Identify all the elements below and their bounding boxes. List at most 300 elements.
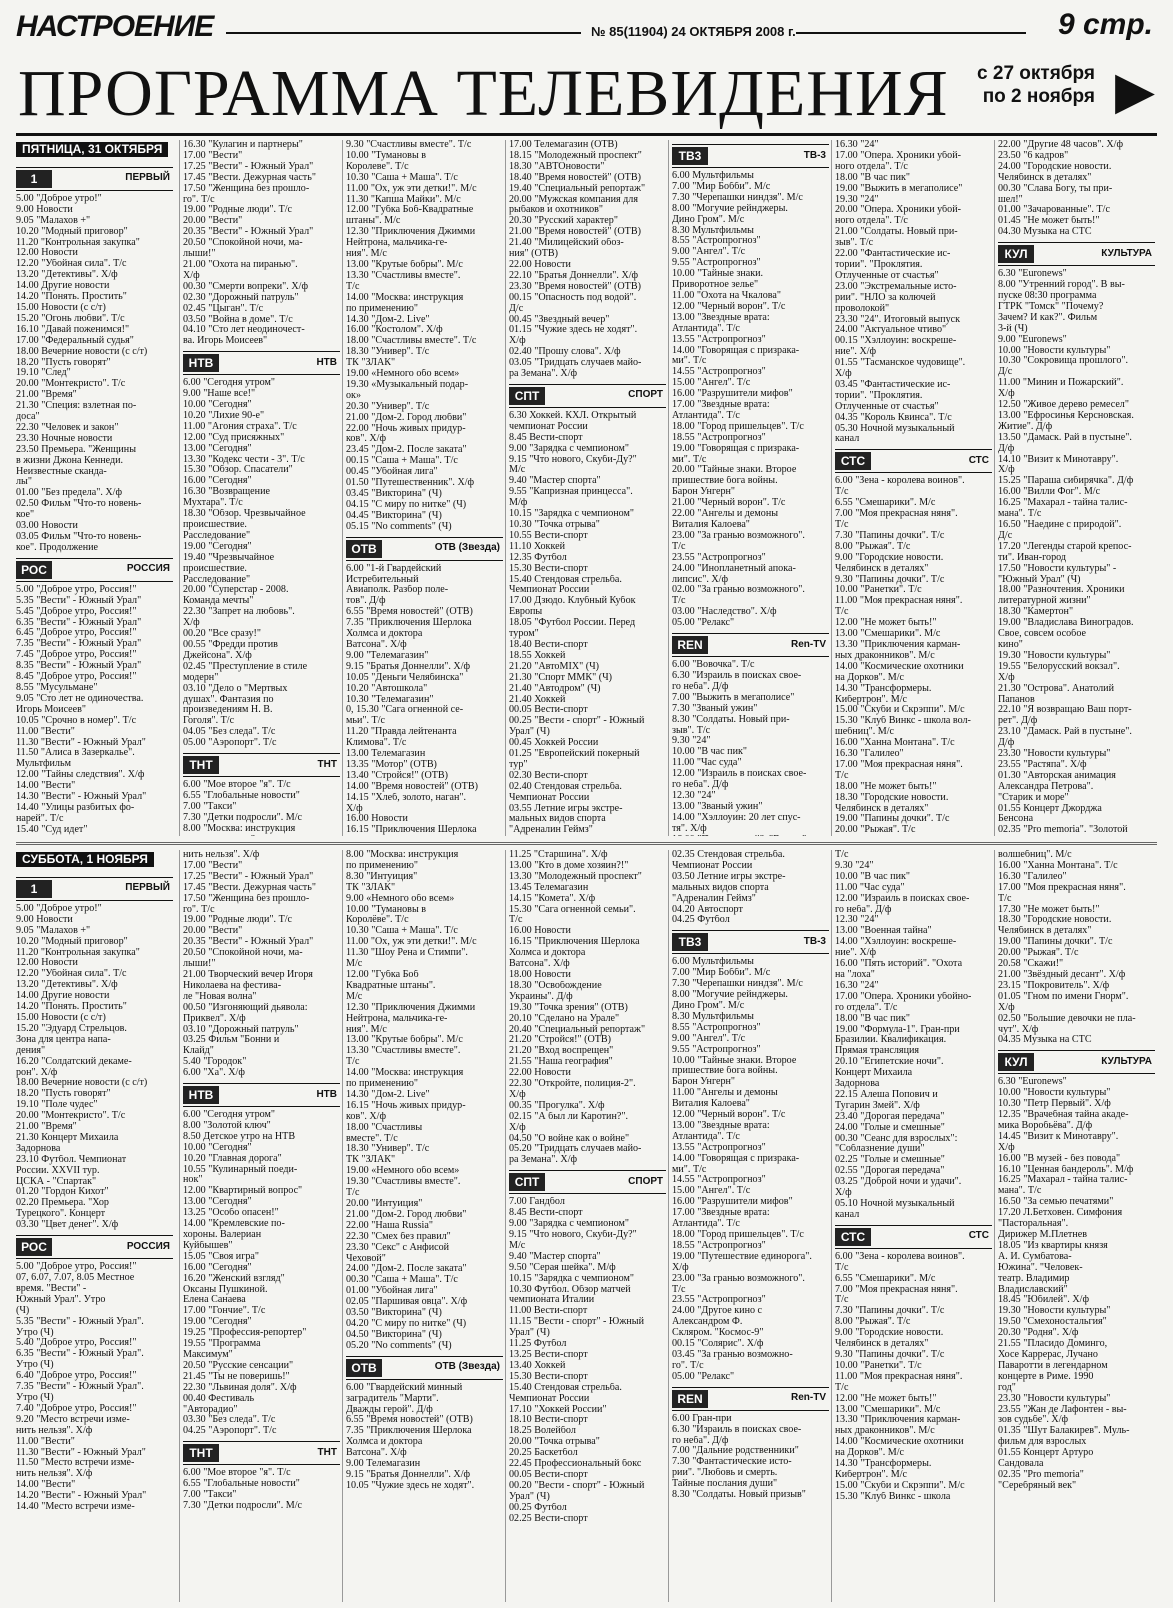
program-listing: 15.30 "Сага огненной семьи".: [509, 904, 636, 915]
program-listing: 10.00 "Новости культуры": [998, 1088, 1111, 1099]
program-listing: 6.30 Хоккей. КХЛ. Открытый: [509, 410, 637, 421]
program-listing: Александра Петрова".: [998, 781, 1094, 792]
program-listing: 18.55 Хоккей: [509, 650, 566, 661]
program-listing: рыбаков и охотников": [509, 205, 604, 216]
program-listing: 20.30 "Родня". Х/ф: [998, 1328, 1079, 1339]
program-listing: 22.45 Профессиональный бокс: [509, 1459, 642, 1470]
program-listing: 03.05 "Тридцать случаев майо-: [509, 358, 642, 369]
program-listing: 12.30 "24": [835, 915, 879, 926]
program-listing: Т/с: [835, 1295, 849, 1306]
program-listing: время. "Вести" -: [16, 1283, 87, 1294]
program-listing: хороны. Валериан: [183, 1230, 262, 1240]
program-listing: 8.55 "Астропрогноз": [672, 236, 761, 247]
program-listing: Елена Санаева: [183, 1295, 246, 1306]
program-listing: 17.00 "Вести": [183, 860, 243, 871]
program-listing: 00.25 Футбол: [509, 1502, 567, 1513]
program-listing: 19.55 "Программа: [183, 1339, 261, 1350]
program-listing: 9.30 "Папины дочки". Т/с: [835, 574, 945, 585]
program-listing: произведениям Н. В.: [183, 705, 273, 716]
program-listing: 10.20 "Главная дорога": [183, 1153, 282, 1164]
program-listing: мьи". Т/с: [346, 716, 386, 727]
program-listing: "Серебряный век": [998, 1480, 1077, 1491]
program-listing: 10.05 "Срочно в номер". Т/с: [16, 715, 137, 726]
program-listing: фильм для взрослых: [998, 1437, 1087, 1448]
program-listing: 00.05 Вести-спорт: [509, 1469, 588, 1480]
program-listing: Атлантида". Т/с: [672, 1131, 740, 1142]
program-listing: 05.20 "Тридцать случаев майо-: [509, 1144, 642, 1155]
program-listing: 02.30 "Дорожный патруль": [183, 292, 299, 303]
program-listing: 20.25 Баскетбол: [509, 1448, 578, 1459]
program-listing: 00.30 "Смерти вопреки". Х/ф: [183, 281, 308, 292]
program-listing: 12.00 Новости: [16, 248, 78, 259]
program-listing: Атлантида". Т/с: [672, 410, 740, 421]
program-listing: 03.10 "Дело о "Мертвых: [183, 683, 288, 694]
program-listing: 15.00 Новости (с с/т): [16, 302, 106, 313]
program-listing: 14.30 "Вести" - Южный Урал": [16, 792, 147, 803]
program-listing: 13.40 Хоккей: [509, 1360, 566, 1371]
program-listing: 02.20 Премьера. "Хор: [16, 1198, 109, 1209]
program-listing: 7.35 "Вести" - Южный Урал".: [16, 1382, 144, 1393]
program-listing: тов". Д/ф: [346, 596, 386, 607]
program-listing: 20.00 "Вести": [183, 216, 243, 227]
program-listing: ния" (ОТВ): [509, 249, 559, 260]
program-listing: 7.35 "Вести" - Южный Урал": [16, 639, 142, 650]
program-listing: 5.35 "Вести" - Южный Урал".: [16, 1316, 144, 1327]
program-listing: 18.30 "Обзор. Чрезвычайное: [183, 509, 306, 520]
program-listing: 10.30 "Точка отрыва": [509, 520, 600, 530]
divider: [16, 842, 1157, 845]
program-listing: Расследование": [183, 574, 251, 585]
program-listing: Сандовала: [998, 1459, 1044, 1470]
program-listing: 13.30 "Счастливы вместе".: [346, 1046, 461, 1057]
program-listing: Чемпионат России: [672, 860, 753, 871]
program-listing: Т/с: [835, 850, 849, 860]
program-listing: 15.05 "Своя игра": [183, 1251, 259, 1262]
program-listing: шебниц". М/с: [835, 727, 895, 738]
program-listing: происшествие.: [183, 520, 247, 530]
program-listing: 23.45 "Дом-2. После заката": [346, 445, 467, 456]
program-listing: Николаева на фестива-: [183, 980, 282, 991]
program-listing: 9.55 "Капризная принцесса".: [509, 487, 633, 498]
program-listing: 12.35 Футбол: [509, 552, 567, 563]
program-listing: 22.00 Новости: [509, 1068, 571, 1079]
program-listing: Задорнова: [835, 1079, 880, 1090]
program-listing: 9.00 Новости: [16, 914, 73, 925]
program-listing: 21.00 Творческий вечер Игоря: [183, 969, 313, 980]
program-listing: ных драконников". М/с: [835, 1426, 935, 1437]
program-listing: 04.25 Футбол: [672, 915, 730, 926]
program-listing: 6.00 Мультфильмы: [672, 171, 754, 181]
program-listing: 02.50 Фильм "Что-то новень-: [16, 499, 142, 510]
program-listing: 18.00 "Разночтения. Хроники: [998, 585, 1125, 596]
program-listing: 6.00 "Зена - королева воинов".: [835, 1251, 965, 1262]
program-listing: 9.15 "Братья Доннелли". Х/ф: [346, 1469, 471, 1480]
program-listing: 18.05 "Футбол России. Перед: [509, 618, 636, 629]
channel-header: [16, 1235, 173, 1259]
program-listing: 21.45 "Ты не поверишь!": [183, 1371, 290, 1382]
program-listing: 14.30 "Трансформеры.: [835, 1459, 932, 1470]
program-listing: 15.40 Стендовая стрельба.: [509, 574, 622, 585]
program-listing: 19.00 "Папины дочки". Т/с: [998, 937, 1113, 948]
program-listing: 04.35 "Король Квинса". Т/с: [835, 412, 952, 423]
program-listing: 22.00 Новости: [509, 259, 571, 270]
program-listing: 8.00 "Утренний город". В вы-: [998, 280, 1125, 291]
program-listing: 03.45 "За гранью возможно-: [672, 1349, 793, 1360]
channel-name: РОССИЯ: [126, 1240, 170, 1252]
program-listing: 14.00 "Москва: инструкция: [346, 1068, 464, 1079]
program-listing: Прямая трансляция: [835, 1046, 920, 1057]
program-listing: 7.30 "Черепашки ниндзя". М/с: [672, 979, 803, 990]
program-listing: 14.45 "Визит к Минотавру".: [998, 1131, 1119, 1142]
program-listing: 00.50 "Изгоняющий дьявола:: [183, 1002, 308, 1013]
program-listing: 12.30 "Приключения Джимми: [346, 227, 476, 238]
program-listing: 22.00 "Фантастические ис-: [835, 249, 951, 260]
program-listing: 11.00 "Ох, уж эти детки!". М/с: [346, 183, 477, 194]
program-listing: 11.25 Футбол: [509, 1339, 567, 1350]
program-listing: 00.45 "Звездный вечер": [509, 314, 610, 325]
program-listing: ного отдела". Т/с: [835, 161, 908, 172]
program-listing: на Дорков". М/с: [835, 672, 905, 683]
program-listing: 16.00 "В музей - без повода": [998, 1153, 1121, 1164]
channel-logo-icon: ОТВ: [346, 1359, 382, 1377]
program-listing: 16.50 "Наедине с природой".: [998, 520, 1122, 530]
program-listing: ТК "ЗЛАК": [346, 1155, 396, 1166]
program-listing: 14.15 "Хлеб, золото, наган".: [346, 792, 467, 803]
program-listing: 04.30 Музыка на СТС: [998, 227, 1092, 238]
program-listing: 00.55 "Фредди против: [183, 639, 278, 650]
channel-name: РОССИЯ: [126, 563, 170, 575]
program-listing: 9.00 "Ангел". Т/с: [672, 247, 746, 258]
program-listing: 20.00 "Рыжая". Т/с: [835, 825, 916, 836]
program-listing: 18.00 Новости: [509, 969, 571, 980]
program-listing: 13.25 "Особо опасен!": [183, 1208, 279, 1219]
program-listing: 13.00 Телемагазин: [346, 749, 426, 760]
program-listing: 7.00 "Мир Бобби". М/с: [672, 181, 771, 192]
program-listing: 22.30 "Человек и закон": [16, 422, 119, 433]
program-listing: 19.55 "Белорусский вокзал".: [998, 661, 1120, 672]
program-listing: 17.45 "Вести. Дежурная часть": [183, 882, 316, 893]
program-listing: 9.50 "Серая шейка". М/ф: [509, 1262, 616, 1273]
program-listing: 7.30 "Папины дочки". Т/с: [835, 530, 945, 541]
program-listing: 7.30 "Детки подросли". М/с: [183, 812, 303, 823]
program-listing: 23.10 "Дамаск. Рай в пустыне".: [998, 727, 1132, 738]
program-listing: 17.00 "Моя прекрасная няня".: [998, 882, 1126, 893]
program-listing: 02.55 "Дорогая передача": [835, 1166, 945, 1177]
program-listing: 00.40 Фестиваль: [183, 1393, 255, 1404]
program-listing: Максимум": [183, 1349, 233, 1360]
program-listing: 20.00 "Монтекристо". Т/с: [16, 1111, 126, 1122]
program-listing: 14.00 Другие новости: [16, 281, 110, 292]
program-listing: 5.40 "Доброе утро, Россия!": [16, 1338, 137, 1349]
channel-header: [509, 384, 666, 408]
program-listing: 15.30 "Клуб Винкс - школа: [835, 1491, 951, 1502]
program-listing: 15.40 Стендовая стрельба.: [509, 1382, 622, 1393]
program-listing: 22.10 "Я возвращаю Ваш порт-: [998, 705, 1132, 716]
program-listing: 10.20 "Автошкола": [346, 683, 428, 694]
program-listing: 10.15 "Зарядка с чемпионом": [509, 1273, 635, 1284]
program-listing: 17.10 "Хоккей России": [509, 1404, 607, 1415]
program-listing: 00.30 "Слава Богу, ты при-: [998, 183, 1113, 194]
program-listing: Х/ф: [346, 803, 363, 814]
program-listing: 18.30 "Универ". Т/с: [346, 1144, 430, 1155]
program-listing: 0, 15.30 "Сага огненной се-: [346, 705, 464, 716]
program-listing: го неба". Д/ф: [672, 1435, 729, 1446]
program-listing: 03.10 "Дорожный патруль": [183, 1024, 299, 1035]
program-listing: 16.00 "Пять историй". "Охота: [835, 959, 963, 970]
program-listing: 21.30 "Острова". Анатолий: [998, 683, 1114, 694]
program-listing: 6.00 "1-й Гвардейский: [346, 563, 442, 574]
program-listing: 01.00 "Зачарованные". Т/с: [998, 205, 1110, 216]
program-listing: 18.05 "Из квартиры князя: [998, 1240, 1108, 1251]
program-listing: Т/с: [835, 1382, 849, 1393]
program-listing: 00.35 "Прогулка". Х/ф: [509, 1100, 605, 1111]
program-listing: 11.00 "Моя прекрасная няня".: [835, 596, 963, 607]
program-listing: Папанов: [998, 694, 1035, 705]
program-listing: 19.10 "Поле чудес": [16, 1100, 98, 1111]
program-listing: ТК "ЗЛАК": [346, 358, 396, 369]
program-listing: 6.30 "Израиль в поисках свое-: [672, 670, 802, 681]
program-listing: Приквел". Х/ф: [183, 1013, 246, 1024]
program-listing: ЦСКА - "Спартак": [16, 1176, 97, 1187]
program-listing: мальных видов спорта: [509, 814, 606, 825]
channel-logo-icon: REN: [672, 1390, 708, 1408]
program-listing: Дважды герой". Д/ф: [346, 1404, 433, 1415]
program-listing: [672, 835, 829, 836]
program-listing: 15.20 "Огонь любви". Т/с: [16, 313, 125, 324]
program-listing: 17.00 "Вести": [183, 150, 243, 161]
program-listing: 23.30 "Новости культуры": [998, 749, 1111, 760]
program-listing: Ватсона". Х/ф: [346, 639, 407, 650]
program-listing: 15.40 "Суд идет": [16, 824, 88, 835]
program-listing: Т/с: [998, 893, 1012, 904]
program-listing: 12.50 "Живое дерево ремесел": [998, 400, 1129, 411]
program-listing: 8.50 Детское утро на НТВ: [183, 1131, 296, 1142]
program-listing: Виталия Калоева": [672, 1099, 750, 1110]
program-column: [668, 140, 829, 836]
channel-logo-icon: СПТ: [509, 1173, 545, 1191]
program-listing: 16.15 "Приключения Шерлока: [346, 825, 477, 836]
program-listing: 14.00 "Хэллоуин: воскреше-: [835, 937, 957, 948]
program-listing: 10.00 "Тумановы в: [346, 904, 427, 915]
channel-name: ОТВ (Звезда): [434, 1361, 500, 1373]
program-listing: 16.15 "Приключения Шерлока: [509, 937, 640, 948]
program-listing: 6.00 "Зена - королева воинов".: [835, 476, 965, 487]
program-listing: чемпионат России: [509, 421, 588, 432]
program-listing: 14.00 "Вести": [16, 781, 76, 792]
program-listing: 05.00 "Аэропорт". Т/с: [183, 738, 277, 749]
program-listing: 16.30 "Кулагин и партнеры": [183, 140, 303, 150]
program-listing: 10.00 "В час пик": [835, 871, 910, 882]
program-listing: Утро (Ч): [16, 1360, 54, 1371]
program-listing: 9.00 Новости: [16, 204, 73, 215]
program-listing: заградитель "Марти".: [346, 1393, 439, 1404]
issue-info: № 85(11904) 24 ОКТЯБРЯ 2008 г.: [591, 24, 796, 39]
program-listing: 23.50 Премьера. "Женщины: [16, 444, 136, 455]
program-listing: 10.20 "Модный приговор": [16, 226, 128, 237]
channel-name: ОТВ (Звезда): [434, 542, 500, 554]
program-listing: ва. Игорь Моисеев": [183, 336, 268, 347]
program-listing: 5.35 "Вести" - Южный Урал": [16, 595, 142, 606]
program-listing: 18.00 "В час пик": [835, 1013, 910, 1024]
program-listing: 11.20 "Контрольная закупка": [16, 947, 140, 958]
program-listing: зыв". Т/с: [835, 238, 874, 249]
program-listing: 6.00 "Ха". Х/ф: [183, 1068, 245, 1079]
program-listing: зыв". Т/с: [672, 725, 711, 736]
program-listing: 02.30 Вести-спорт: [509, 770, 588, 781]
program-listing: 14.00 "Хэллоуин: 20 лет спус-: [672, 812, 801, 823]
program-listing: 13.30 "Счастливы вместе".: [346, 270, 461, 281]
program-listing: 03.00 "Наследство". Х/ф: [672, 607, 777, 618]
program-listing: 10.00 "Тайные знаки.: [672, 269, 764, 280]
program-listing: 23.10 Футбол. Чемпионат: [16, 1154, 127, 1165]
program-listing: 13.40 "Стройся!" (ОТВ): [346, 770, 449, 781]
program-listing: 02.50 "Большие девочки не пла-: [998, 1013, 1136, 1024]
program-listing: 13.00 "Ефросинья Керсновская.: [998, 410, 1134, 421]
program-listing: 11.00 "Час суда": [835, 882, 905, 893]
arrow-icon: ▶: [1115, 63, 1155, 120]
program-listing: 9.00 "Городские новости.: [835, 552, 944, 563]
date-from: с 27 октября: [977, 63, 1095, 84]
program-listing: 24.00 "Другое кино с: [672, 1306, 763, 1317]
program-listing: 20.50 "Спокойной ночи, ма-: [183, 948, 303, 959]
program-listing: 23.00 "Экстремальные исто-: [835, 281, 957, 292]
program-listing: Челябинск в деталях": [835, 563, 929, 574]
program-listing: Команда мечты": [183, 596, 254, 607]
program-listing: ного отдела". Т/с: [835, 216, 908, 227]
program-listing: 17.00 "Опера. Хроники убой-: [835, 150, 961, 161]
program-listing: 23.55 "Астропрогноз": [672, 552, 766, 563]
program-listing: 01.30 "Авторская анимация: [998, 770, 1116, 781]
program-listing: 13.45 Телемагазин: [509, 882, 589, 893]
program-listing: 21.20 "Стройся!" (ОТВ): [509, 1035, 612, 1046]
program-listing: 8.00 "Могучие рейнджеры.: [672, 203, 788, 214]
program-listing: 22.00 "Ангелы и демоны: [672, 509, 779, 520]
program-listing: 00.30 "Саша + Маша". Т/с: [346, 1275, 458, 1286]
program-listing: 12.20 "Убойная сила". Т/с: [16, 969, 127, 980]
program-listing: Д/ф: [998, 443, 1015, 454]
program-listing: Дирижер М.Плетнев: [998, 1230, 1087, 1240]
program-listing: 17.00 "Федеральный судья": [16, 335, 134, 346]
program-listing: Александром Ф.: [672, 1317, 743, 1328]
program-listing: 6.55 "Смешарики". М/с: [835, 498, 936, 509]
program-listing: 8.45 Вести-спорт: [509, 432, 583, 443]
program-listing: Дино Гром". М/с: [672, 214, 745, 225]
page-title: ПРОГРАММА ТЕЛЕВИДЕНИЯ: [18, 57, 949, 130]
program-listing: Южина". "Человек-: [998, 1262, 1083, 1273]
program-listing: 12.00 "Губка Боб: [346, 969, 419, 980]
program-listing: 6.55 "Глобальные новости": [183, 1479, 300, 1490]
program-listing: 22.15 Алеша Попович и: [835, 1089, 938, 1100]
program-listing: (Ч): [16, 1305, 30, 1316]
program-listing: 7.30 "Детки подросли". М/с: [183, 1500, 303, 1511]
program-listing: 13.30 "Приключения карман-: [835, 1415, 961, 1426]
program-listing: 12.00 "Губка Боб-Квадратные: [346, 205, 474, 216]
program-listing: 18.10 Вести-спорт: [509, 1415, 588, 1426]
program-listing: 6.00 Гран-при: [672, 1413, 732, 1424]
program-listing: 9.55 "Астропрогноз": [672, 1044, 761, 1055]
channel-logo-icon: СТС: [835, 1228, 871, 1246]
program-listing: "Адреналин Геймз": [509, 825, 593, 836]
channel-logo-icon: ОТВ: [346, 540, 382, 558]
program-listing: Климова". Т/с: [346, 738, 407, 749]
program-listing: 01.55 Концерт Джорджа: [998, 803, 1102, 814]
program-listing: 7.30 "Званый ужин": [672, 703, 758, 714]
program-listing: 6.00 "Вовочка". Т/с: [672, 660, 755, 671]
program-listing: 18.30 "Камертон": [998, 607, 1074, 618]
channel-header: [346, 1356, 503, 1380]
program-listing: Бенсона: [998, 814, 1034, 825]
program-listing: 8.35 "Вести" - Южный Урал": [16, 661, 142, 672]
program-listing: 5.40 "Городок": [183, 1057, 247, 1068]
program-listing: 18.55 "Астропрогноз": [672, 432, 766, 443]
program-listing: 10.00 "Сегодня": [183, 1142, 252, 1153]
program-listing: М/с: [346, 991, 363, 1002]
program-listing: душах". Фантазия по: [183, 694, 274, 705]
program-listing: Т/с: [672, 541, 686, 552]
day-section-friday: [16, 140, 1157, 836]
program-listing: Отлученные от счастья": [835, 401, 939, 412]
channel-header: [16, 167, 173, 191]
program-listing: 21.00 "Охота на пиранью".: [183, 259, 298, 270]
program-listing: 13.00 "Крутые бобры". М/с: [346, 1035, 463, 1046]
program-listing: 7.35 "Приключения Шерлока: [346, 618, 472, 629]
program-listing: 03.25 "Доброй ночи и удачи".: [835, 1177, 962, 1188]
program-listing: 15.30 "Клуб Винкс - школа вол-: [835, 716, 971, 727]
channel-header: [835, 449, 992, 473]
program-listing: 16.25 "Махарал - тайна талис-: [998, 498, 1128, 509]
program-listing: пуске 08:30 программа: [998, 290, 1097, 301]
program-listing: 20.10 "Сделано на Урале": [509, 1013, 620, 1024]
program-listing: 10.00 "Ранетки". Т/с: [835, 585, 922, 596]
program-listing: Чемпионат России: [509, 1393, 590, 1404]
program-listing: 21.30 Концерт Михаила: [16, 1132, 119, 1143]
program-listing: 19.00 "Формула-1". Гран-при: [835, 1024, 960, 1035]
program-listing: 24.00 "Голые и смешные": [835, 1122, 945, 1133]
program-listing: 21.55 "Наша география": [509, 1057, 613, 1068]
program-listing: Х/ф: [183, 270, 200, 281]
program-listing: 11.00 "Агония страха". Т/с: [183, 421, 297, 432]
program-listing: 8.00 "Рыжая". Т/с: [835, 1317, 911, 1328]
program-listing: Тугарин Змей". Х/ф: [835, 1100, 920, 1111]
program-listing: 14.40 "Улицы разбитых фо-: [16, 802, 135, 813]
program-listing: 21.30 "Спорт ММК" (Ч): [509, 672, 612, 683]
channel-name: СПОРТ: [628, 389, 663, 401]
program-listing: М/ф: [509, 498, 528, 509]
program-listing: 18.00 "В час пик": [835, 172, 910, 183]
channel-name: НТВ: [316, 356, 337, 368]
program-listing: зов судьбе". Х/ф: [998, 1415, 1069, 1426]
program-listing: ние". Х/ф: [835, 948, 877, 959]
program-listing: 23.30 "24". Итоговый выпуск: [835, 314, 961, 325]
program-listing: 13.00 "Звездные врата:: [672, 1120, 770, 1131]
program-listing: 11.00 "Вести": [16, 726, 75, 737]
program-listing: Барон Унгерн": [672, 1077, 736, 1088]
program-listing: 6.35 "Вести" - Южный Урал".: [16, 1349, 144, 1360]
program-listing: мана". Т/с: [998, 509, 1042, 520]
program-listing: 13.30 "Кодекс чести - 3". Т/с: [183, 454, 305, 465]
program-listing: Т/с: [835, 487, 849, 498]
program-listing: 19.00 "Папины дочки". Т/с: [835, 814, 950, 825]
program-listing: 9.20 "Место встречи изме-: [16, 1414, 130, 1425]
program-listing: 14.20 "Вести" - Южный Урал": [16, 1491, 147, 1502]
program-listing: 11.30 "Вести" - Южный Урал": [16, 1447, 146, 1458]
program-listing: ков". Х/ф: [346, 1111, 387, 1122]
program-listing: 23.00 "За гранью возможного".: [672, 1273, 805, 1284]
program-listing: Урал" (Ч): [509, 1328, 550, 1339]
program-listing: 15.00 "Ангел". Т/с: [672, 378, 751, 389]
program-listing: 17.50 "Женщина без прошло-: [183, 893, 310, 904]
program-listing: 03.00 Новости: [16, 521, 78, 532]
